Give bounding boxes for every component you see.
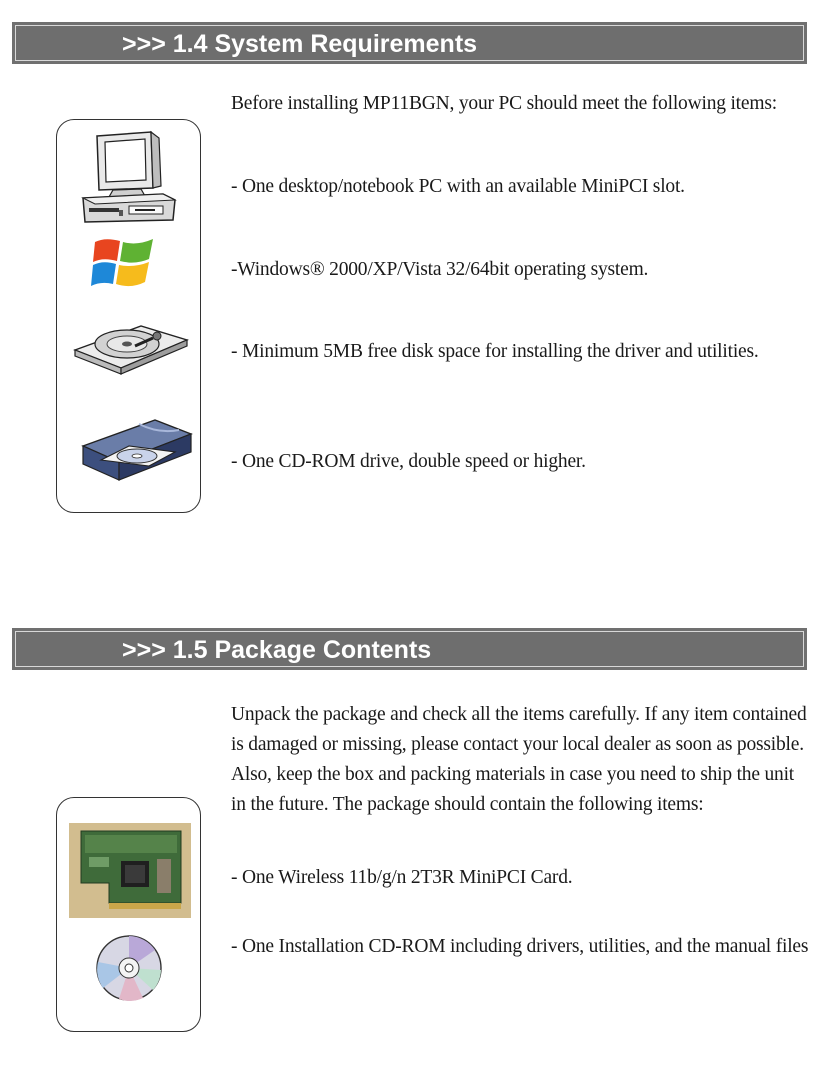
requirement-pc-slot: - One desktop/notebook PC with an available MiniPCI slot. (231, 176, 685, 197)
cd-disc-icon (95, 934, 163, 1002)
package-item-cdrom: - One Installation CD-ROM including drivers, utilities, and the manual files (231, 936, 809, 957)
package-contents-intro: Unpack the package and check all the items carefully. If any item contained is damaged or missing, please contact your local dealer as soon as possible. Also, keep the box and packing materials in case you need to ship the unit in the future. The package should contain the following items: (231, 704, 807, 815)
cdrom-drive-icon (79, 416, 195, 484)
package-item-card: - One Wireless 11b/g/n 2T3R MiniPCI Card. (231, 867, 573, 888)
system-requirements-icon-panel (56, 119, 201, 513)
windows-logo-icon (91, 234, 155, 292)
section-title: >>> 1.5 Package Contents (122, 636, 432, 664)
section-title: >>> 1.4 System Requirements (122, 30, 478, 58)
package-contents-icon-panel (56, 797, 201, 1032)
requirement-os: -Windows® 2000/XP/Vista 32/64bit operating system. (231, 259, 649, 280)
requirement-cdrom: - One CD-ROM drive, double speed or higher. (231, 451, 586, 472)
requirement-disk-space: - Minimum 5MB free disk space for installing the driver and utilities. (231, 341, 759, 362)
desktop-pc-icon (79, 128, 177, 223)
system-requirements-intro: Before installing MP11BGN, your PC should meet the following items: (231, 93, 777, 114)
section-header-package-contents (12, 628, 807, 670)
minipci-card-icon (69, 823, 191, 918)
hard-disk-icon (71, 316, 189, 376)
section-header-system-requirements (12, 22, 807, 64)
